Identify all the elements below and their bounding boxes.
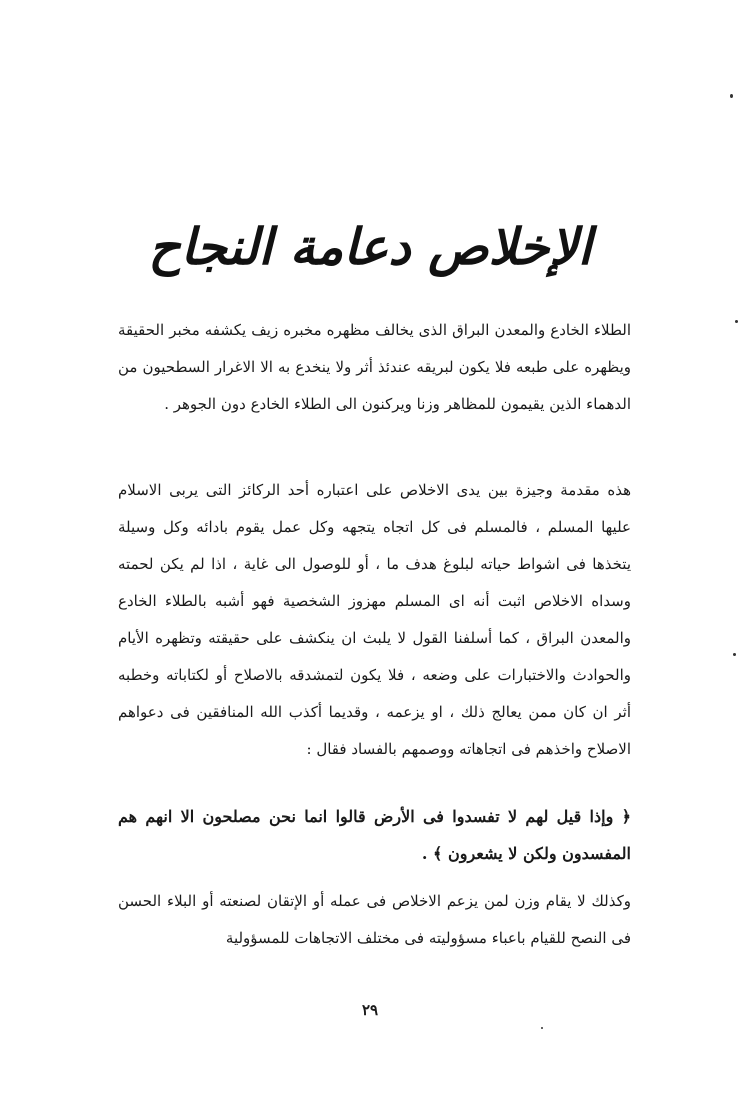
margin-speck <box>733 653 736 656</box>
verse-text: ﴿ وإذا قيل لهم لا تفسدوا فى الأرض قالوا انما نحن مصلحون الا انهم هم المفسدون ولكن لا يشعرون ﴾ . <box>118 807 631 863</box>
margin-speck <box>735 320 738 323</box>
margin-speck <box>541 1027 543 1029</box>
paragraph-text: الطلاء الخادع والمعدن البراق الذى يخالف مظهره مخبره زيف يكشفه مخبر الحقيقة ويظهره على طبعه فلا يكون لبريقه عندئذ أثر ولا ينخدع به الا الاغرار السطحيون من الدهماء الذين يقيمون للمظاهر وزنا ويركنون الى الطلاء الخادع دون الجوهر . <box>118 321 631 413</box>
paragraph-3 <box>118 883 631 957</box>
page-number: ٢٩ <box>361 1001 379 1019</box>
paragraph-text: هذه مقدمة وجيزة بين يدى الاخلاص على اعتباره أحد الركائز التى يربى الاسلام عليها المسلم ، فالمسلم فى كل اتجاه يتجهه وكل عمل يقوم بادائه وكل وسيلة يتخذها فى اشواط حياته لبلوغ هدف ما ، أو للوصول الى غاية ، اذا لم يكن لحمته وسداه الاخلاص اثبت أنه اى المسلم مهزوز الشخصية فهو أشبه بالطلاء الخادع والمعدن البراق ، كما أسلفنا القول لا يلبث ان ينكشف على حقيقته وتظهره الأيام والحوادث والاختبارات على وضعه ، فلا يكون لتمشدقه بالاصلاح أو لكتاباته وخطبه أثر ان كان ممن يعالج ذلك ، او يزعمه ، وقديما أكذب الله المنافقين فى دعواهم الاصلاح واخذهم فى اتجاهاته ووصمهم بالفساد فقال : <box>118 481 631 758</box>
chapter-title: الإخلاص دعامة النجاح <box>148 216 592 276</box>
quran-verse <box>118 798 631 872</box>
margin-speck <box>730 94 733 98</box>
paragraph-2 <box>118 472 631 768</box>
paragraph-1 <box>118 312 631 423</box>
paragraph-text: وكذلك لا يقام وزن لمن يزعم الاخلاص فى عمله أو الإتقان لصنعته أو البلاء الحسن فى النصح للقيام باعباء مسؤوليته فى مختلف الاتجاهات للمسؤولية <box>118 892 631 947</box>
